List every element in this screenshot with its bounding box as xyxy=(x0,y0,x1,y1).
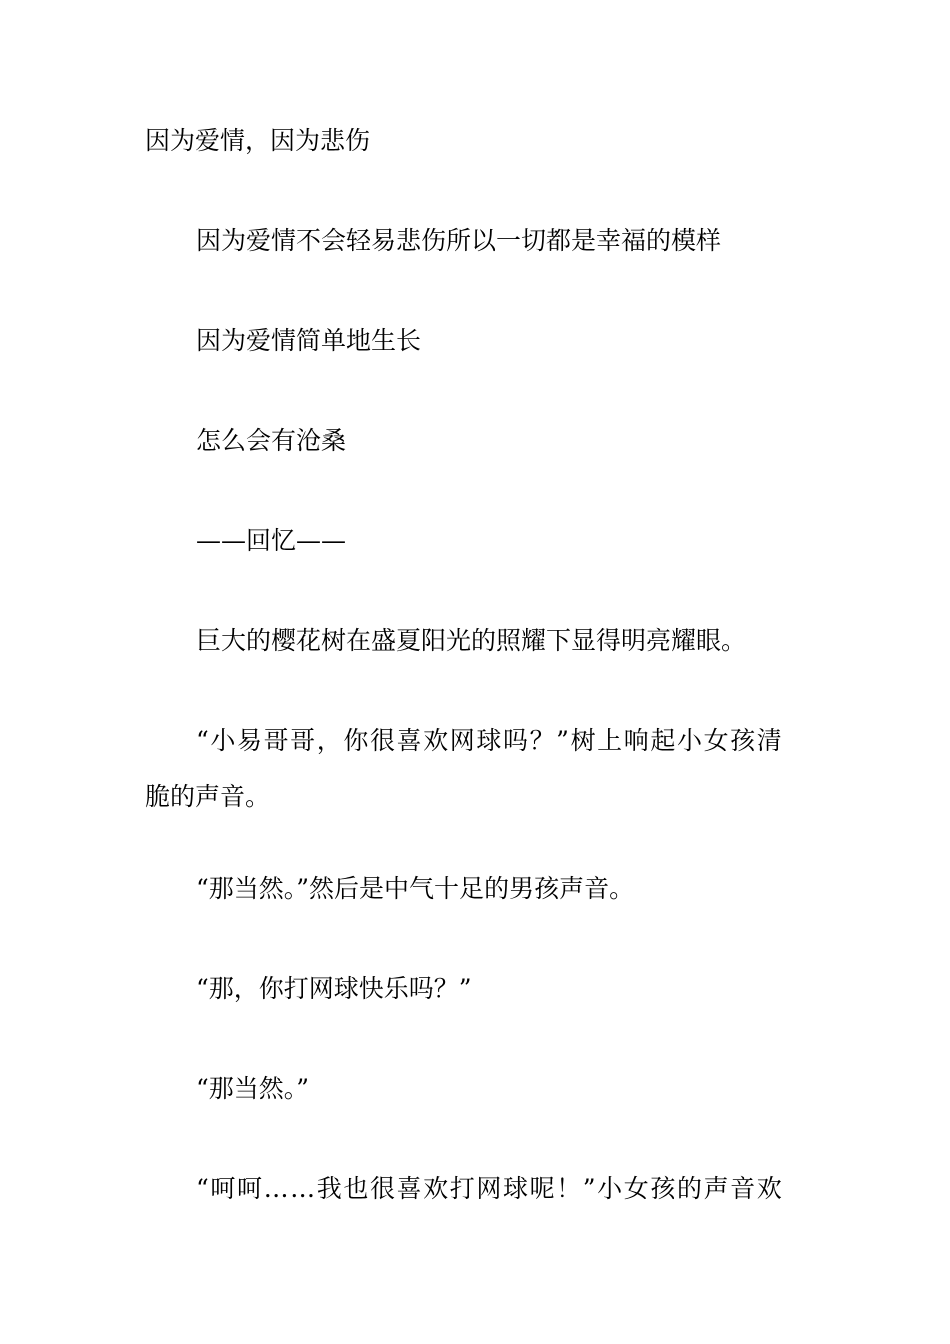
text-line: “那，你打网球快乐吗？” xyxy=(196,974,472,1003)
text-line-divider: ——回忆—— xyxy=(196,526,347,555)
text-line: “小易哥哥，你很喜欢网球吗？”树上响起小女孩清 xyxy=(196,726,784,755)
text-line-title: 因为爱情，因为悲伤 xyxy=(145,126,371,155)
text-line: 怎么会有沧桑 xyxy=(196,426,347,455)
text-line: “那当然。”然后是中气十足的男孩声音。 xyxy=(196,874,635,903)
text-line: “那当然。” xyxy=(196,1074,310,1103)
text-line: “呵呵……我也很喜欢打网球呢！”小女孩的声音欢 xyxy=(196,1174,784,1203)
text-line: 因为爱情不会轻易悲伤所以一切都是幸福的模样 xyxy=(196,226,722,255)
text-line: 巨大的樱花树在盛夏阳光的照耀下显得明亮耀眼。 xyxy=(196,626,747,655)
text-line: 因为爱情简单地生长 xyxy=(196,326,422,355)
text-line: 脆的声音。 xyxy=(145,782,271,811)
